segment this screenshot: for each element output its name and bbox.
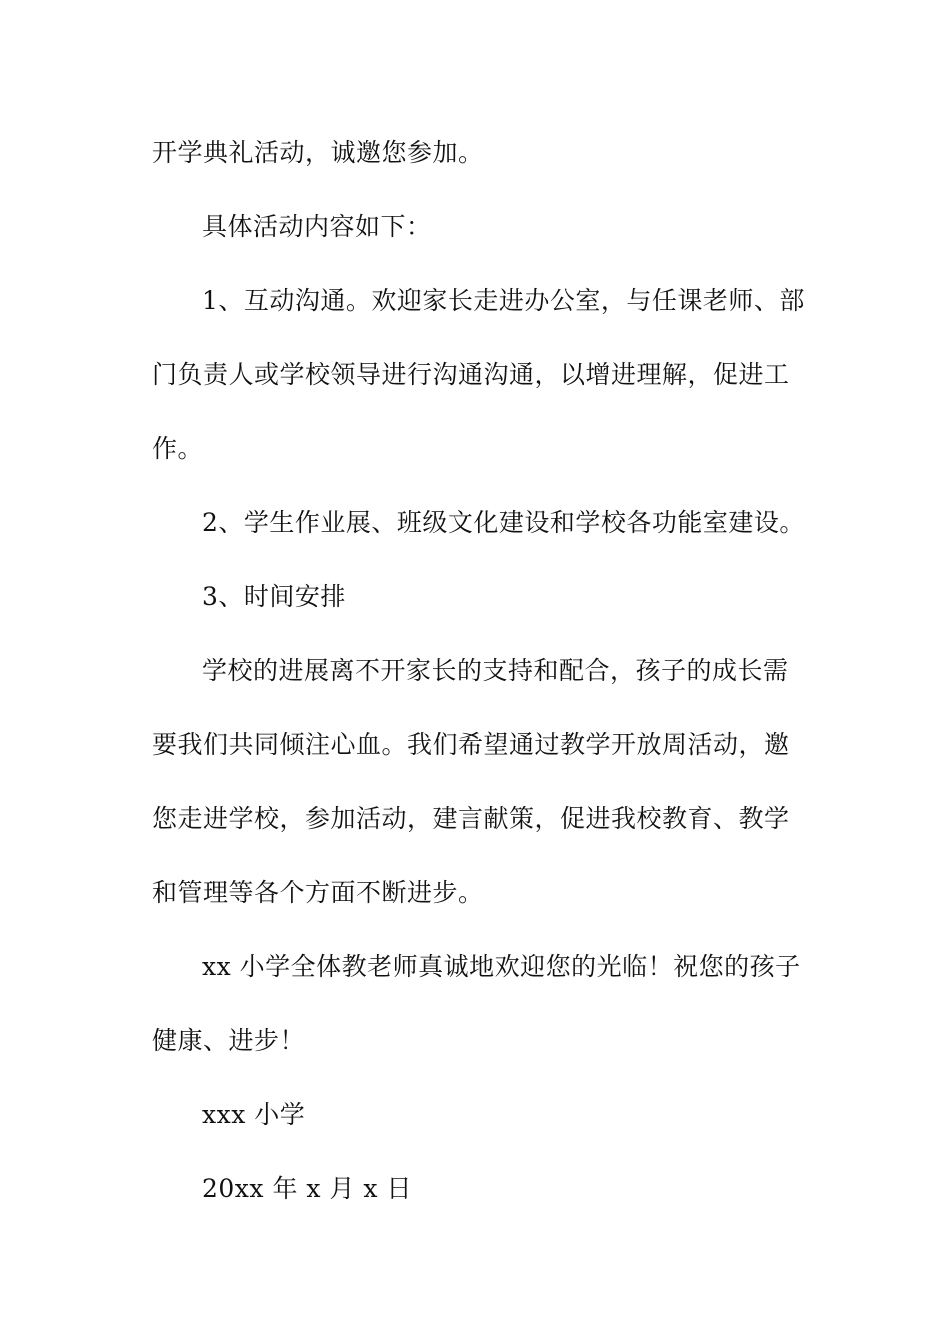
- text-line-4: 门负责人或学校领导进行沟通沟通，以增进理解，促进工: [152, 360, 790, 389]
- text-line-12: xx 小学全体教老师真诚地欢迎您的光临！祝您的孩子: [202, 952, 801, 981]
- signature-date: 20xx 年 x 月 x 日: [202, 1174, 412, 1203]
- text-line-2: 具体活动内容如下：: [202, 212, 432, 241]
- text-line-6: 2、学生作业展、班级文化建设和学校各功能室建设。: [202, 508, 805, 537]
- letter-body: [152, 128, 812, 1238]
- text-line-5: 作。: [152, 434, 204, 463]
- text-line-8: 学校的进展离不开家长的支持和配合，孩子的成长需: [202, 656, 789, 685]
- text-line-7: 3、时间安排: [202, 582, 346, 611]
- text-line-1: 开学典礼活动，诚邀您参加。: [152, 138, 484, 167]
- text-line-11: 和管理等各个方面不断进步。: [152, 878, 484, 907]
- text-line-13: 健康、进步！: [152, 1026, 306, 1055]
- text-line-9: 要我们共同倾注心血。我们希望通过教学开放周活动，邀: [152, 730, 790, 759]
- signature-school: xxx 小学: [202, 1100, 306, 1129]
- text-line-10: 您走进学校，参加活动，建言献策，促进我校教育、教学: [152, 804, 790, 833]
- text-line-3: 1、互动沟通。欢迎家长走进办公室，与任课老师、部: [202, 286, 805, 315]
